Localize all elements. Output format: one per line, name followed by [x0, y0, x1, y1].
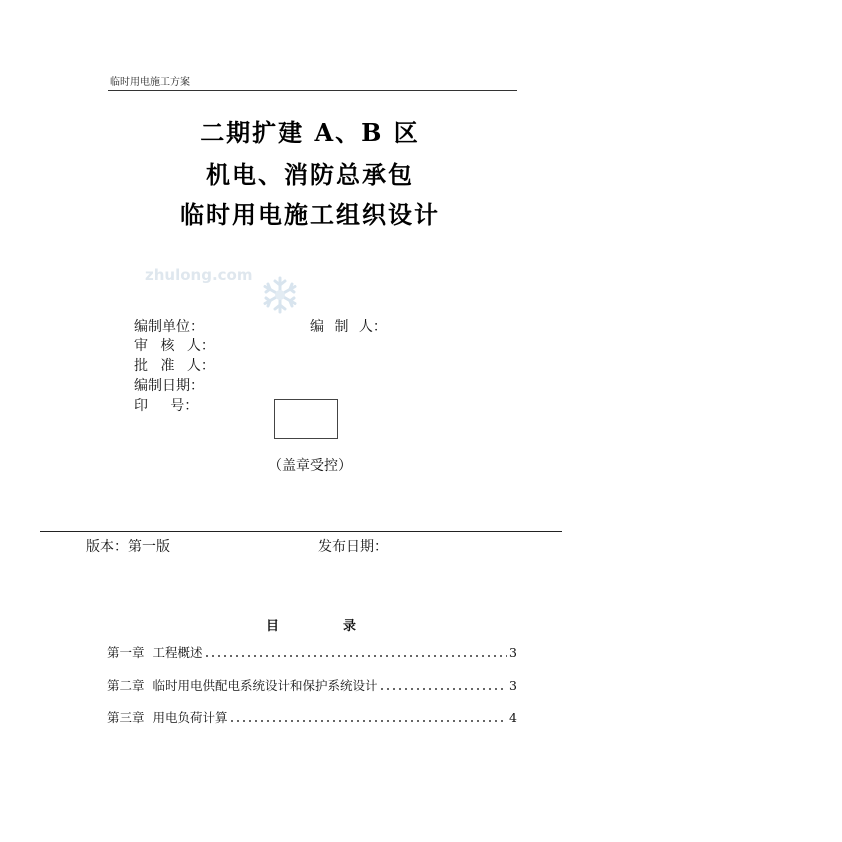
toc-heading-part-2: 录: [343, 619, 357, 634]
toc-entry-title: 第三章 用电负荷计算: [107, 710, 228, 725]
unit-label: 编制单位：: [134, 319, 204, 335]
toc-heading-part-1: 目: [266, 619, 280, 634]
toc-dot-leader: [379, 687, 507, 691]
toc-entry-page: 3: [509, 678, 517, 693]
toc-entry-title: 第二章 临时用电供配电系统设计和保护系统设计: [107, 678, 378, 693]
toc-entry-title: 第一章 工程概述: [107, 645, 203, 660]
toc-entry-page: 3: [509, 645, 517, 660]
toc-entry[interactable]: [107, 710, 517, 726]
reviewer-label: 审 核 人：: [134, 338, 215, 354]
title-line-1: 二期扩建 A、B 区: [200, 118, 420, 147]
toc-entry-page: 4: [509, 710, 517, 725]
stamp-note: （盖章受控）: [268, 458, 352, 474]
header-divider: [108, 90, 517, 91]
date-label: 编制日期：: [134, 378, 204, 394]
release-date-label: 发布日期：: [318, 539, 388, 555]
stamp-box: [274, 399, 338, 439]
snowflake-logo-icon: [250, 256, 290, 296]
toc-dot-leader: [229, 719, 507, 723]
document-header-title: 临时用电施工方案: [110, 77, 190, 88]
toc-entry[interactable]: [107, 645, 517, 661]
watermark-text: zhulong.com: [145, 266, 253, 284]
approver-label: 批 准 人：: [134, 358, 215, 374]
toc-dot-leader: [204, 654, 507, 658]
author-label: 编 制 人：: [310, 319, 387, 335]
title-line-3: 临时用电施工组织设计: [180, 200, 440, 229]
version-text: 版本：第一版: [86, 539, 170, 555]
toc-entry[interactable]: [107, 678, 517, 694]
section-divider: [40, 531, 562, 532]
title-line-2: 机电、消防总承包: [206, 160, 414, 189]
stamp-label: 印 号：: [134, 398, 199, 414]
